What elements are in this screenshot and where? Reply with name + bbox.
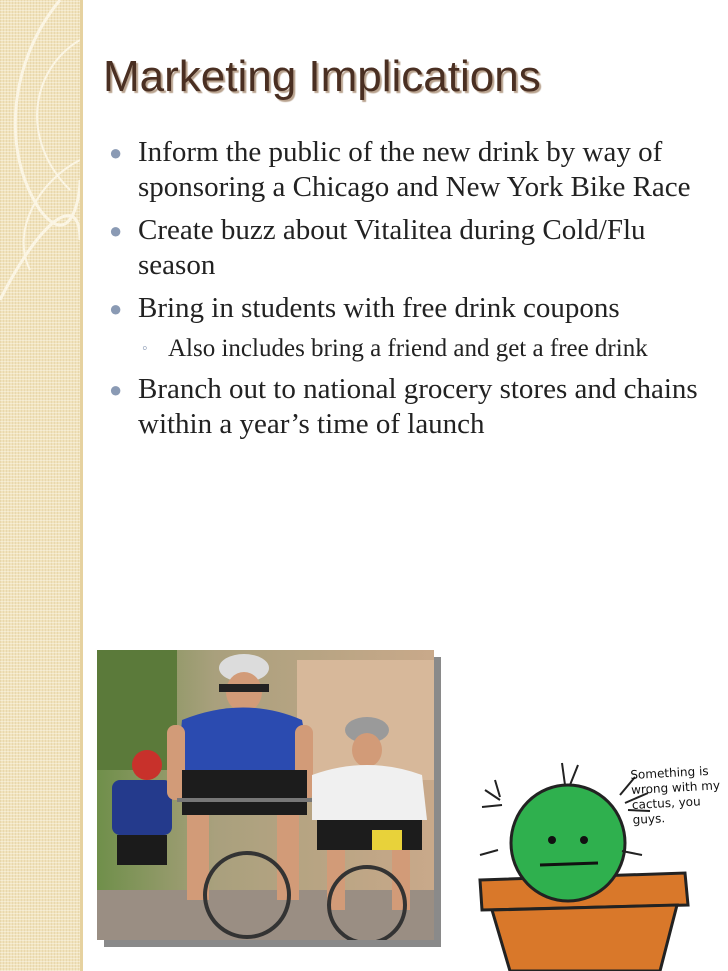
sub-bullet-list: [138, 333, 705, 364]
bullet-item: [105, 213, 705, 283]
bullet-list: [105, 135, 705, 450]
bullet-dot-icon: ●: [109, 140, 123, 165]
bullet-text: Inform the public of the new drink by way of sponsoring a Chicago and New York Bike Race: [138, 136, 691, 203]
bullet-item: [105, 135, 705, 205]
sub-bullet-ring-icon: ◦: [142, 340, 148, 357]
sub-bullet-item: [138, 333, 705, 364]
cyclists-photo: [97, 650, 434, 940]
side-band-swirl-decoration: [0, 0, 80, 971]
bullet-dot-icon: ●: [109, 218, 123, 243]
slide-title: Marketing Implications: [103, 52, 541, 101]
cactus-caption: Something is wrong with my cactus, you guys.: [630, 763, 721, 827]
bullet-item: [105, 291, 705, 364]
decorative-side-band: [0, 0, 80, 971]
bullet-text: Create buzz about Vitalitea during Cold/Flu season: [138, 214, 646, 281]
bullet-item: [105, 372, 705, 442]
bullet-text: Bring in students with free drink coupons: [138, 292, 620, 324]
bullet-text: Branch out to national grocery stores and chains within a year’s time of launch: [138, 373, 698, 440]
bullet-dot-icon: ●: [109, 377, 123, 402]
side-band-edge: [80, 0, 83, 971]
bullet-dot-icon: ●: [109, 296, 123, 321]
sub-bullet-text: Also includes bring a friend and get a free drink: [168, 335, 648, 362]
